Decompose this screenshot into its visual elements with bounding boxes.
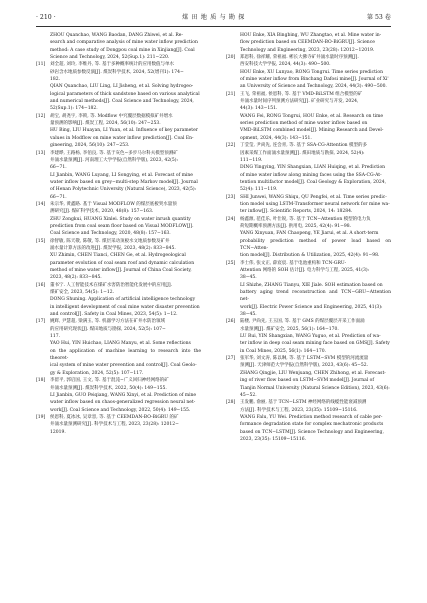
reference-translation	[36, 172, 201, 201]
reference-text: YANG Xinyuan, FAN Chaopeng, YE Jiarui, et al. A short-term probability prediction method of power load based on TCN−Atten- tion model[J]. Distribution & Utilization, 2025, 42(4): 91−98.	[240, 231, 391, 259]
reference-text: DONG Shuning. Application of artificial intelligence technology in intelligent development of coal mine water disaster prevention and control[J]. Safety in Coal Mines, 2023, 54(5): 1−12.	[50, 297, 200, 318]
reference-text: 张军华, 刘文涛, 陈以琳, 等. 基于 LSTM−SVM 模型的河流流量 预测[J]. 天津师范大学学报(自然科学版), 2023, 43(6): 45−52.	[240, 356, 369, 369]
reference-number: [22]	[226, 143, 236, 149]
reference-translation	[36, 392, 201, 414]
header-rule	[36, 26, 391, 27]
volume-label: 第 53 卷	[366, 14, 391, 21]
reference-text: 丁莹莹, 尹尚先, 连会青, 等. 基于 SSA-CG-Attention 模型的多 因素采煤工作面涌水量预测[J]. 煤田地质与勘探, 2024, 52(4): 111−119.	[240, 143, 368, 163]
reference-translation	[226, 370, 391, 399]
reference-translation	[226, 282, 391, 319]
reference-text: 刘全超, 刘玲, 李维丹, 等. 基于多种概率统计的应用数值与单水 砂岩含水地质参数反演[J]. 煤炭科学技术, 2024, 52(增刊1): 174− 182.	[50, 62, 184, 83]
reference-text: SHI Junwei, WANG Shiqu, QU Pengfei, et al. Time series predic- tion model using LSTM-Transformer neural network for mine wa- ter inflow[J]. Scientific Reports, 2024, 14: 18284.	[240, 194, 390, 215]
reference-number: [19]	[36, 414, 46, 420]
reference-translation	[36, 83, 201, 112]
reference-entry	[226, 54, 391, 69]
reference-translation	[36, 127, 201, 149]
reference-translation	[226, 230, 391, 259]
page-number: · 210 ·	[36, 14, 56, 21]
reference-entry	[226, 91, 391, 113]
reference-text: 姚辉, 尹慧超, 梁满玉, 等. 机器学习方法在矿井水防治领域 的应用研究现状[J]. 煤田地质与勘探, 2024, 52(5): 107− 117.	[50, 319, 166, 340]
reference-translation	[36, 340, 201, 377]
reference-number: [11]	[36, 62, 46, 68]
reference-number: [16]	[36, 282, 46, 288]
reference-text: 郑恩科, 徐祥耀, 荣祖福. 彬长大佛寺矿井涌水量时序预测[J]. 西安科技大学学报, 2024, 44(3): 490−500.	[240, 55, 359, 68]
reference-entry	[226, 216, 391, 231]
reference-text: ZHOU Quanchao, WANG Baodan, DANG Zhiwei, et al. Re- search and comparative analysis of mine water inflow prediction method: A case study of Dongpou coal mine in Xinjiang[J]. Coal Science and Technology, 2024, 52(Sup.1): 211−220.	[50, 33, 198, 61]
reference-number: [24]	[226, 216, 236, 222]
reference-number: [28]	[226, 400, 236, 406]
reference-text: 侯恩科, 夏冰冰, 吴章容, 等. 基于 CEEMDAN-BO-BiGRU 的矿 井涌水量预测研究[J]. 科学技术与工程, 2023, 23(28): 12012− 12019.	[50, 414, 179, 435]
reference-entry	[36, 282, 201, 297]
right-reference-column	[226, 32, 391, 443]
reference-number: [15]	[36, 238, 46, 244]
reference-entry	[226, 142, 391, 164]
reference-text: ZHU Zongkui, HUANG Xinlei. Study on water inrush quantity prediction from coal seam floor based on Visual MODFLOW[J]. Coal Science and Technology, 2020, 48(8): 157−163.	[50, 216, 194, 237]
reference-entry	[36, 318, 201, 340]
reference-number: [12]	[36, 113, 46, 119]
reference-number: [23]	[226, 194, 236, 200]
reference-text: XU Zhimin, CHEN Tianci, CHEN Ge, et al. Hydrogeological parameter evolution of coal seam roof and dynamic calculation method of mine water inflow[J]. Journal of China Coal Society, 2023, 48(2): 833−845.	[50, 253, 195, 281]
reference-number: [13]	[36, 150, 46, 156]
reference-number: [18]	[36, 378, 46, 384]
reference-entry	[36, 377, 201, 392]
reference-translation	[36, 216, 201, 238]
reference-text: 徐智敏, 陈天敬, 陈敬, 等. 煤层采动顶板水文地质参数及矿井 涌水量计算方法的改进[J]. 煤炭学报, 2023, 48(2): 833−845.	[50, 238, 176, 251]
reference-entry	[36, 61, 201, 83]
reference-text: 李建晔, 王路杨, 李佰良, 等. 基于灰色−多步马尔科夫模型预测矿 井涌水量预测[J]. 河南理工大学学报(自然科学版), 2023, 42(5): 66−71.	[50, 150, 178, 171]
reference-text: HOU Enke, XIA Bingbing, WU Zhangtao, et al. Mine water in- flow prediction based on CEEMDAN-BO-BiGRU[J]. Science Technology and Engineering, 2023, 23(28): 12012−12019.	[240, 33, 382, 53]
reference-text: ZHANG Qingjie, LIU Wenjuang, CHEN Zhihong, et al. Forecast- ing of river flow based on LSTM−SVM model[J]. Journal of Tianjin Normal University (Natural Science Edition), 2023, 43(6): 45−52.	[240, 370, 390, 398]
reference-number: [25]	[226, 260, 236, 266]
reference-entry	[226, 355, 391, 370]
reference-number: [17]	[36, 319, 46, 325]
reference-text: 董书宁. 人工智能技术在煤矿水害防治智能化发展中的应用[J]. 煤矿安全, 2023, 54(5): 1−12.	[50, 282, 173, 296]
reference-text: 王发鹏, 俞丽, 基于 TCN−LSTM 神经网络的线缆性能衰减预测 方法[J]. 科学技术与工程, 2023, 23(35): 15109−15116.	[240, 400, 367, 413]
reference-text: YAO Hui, YIN Huichao, LIANG Manyu, et al. Some reflections on the application of machine learning to research into the theoret- ical system of mine water prevention and control[J]. Coal Geolo- gy & Exploration, 2024, 52(5): 107−117.	[50, 341, 201, 376]
reference-translation	[226, 32, 391, 54]
reference-number: [27]	[226, 356, 236, 362]
reference-translation	[226, 414, 391, 443]
reference-number: [21]	[226, 91, 236, 97]
reference-entry	[36, 150, 201, 172]
reference-entry	[226, 194, 391, 216]
reference-translation	[226, 333, 391, 355]
reference-translation	[226, 113, 391, 142]
reference-text: 李留平, 郭启国, 王文, 等. 基于混沌−广义回归神经网络的矿 井涌水量预测[J]. 煤炭科学技术, 2022, 50(4): 149−155.	[50, 378, 169, 391]
reference-text: WANG Fei, RONG Tongrui, HOU Enke, et al. Research on time series prediction method of mine water inflow based on VMD-BiLSTM combined model[J]. Mining Research and Devel- opment, 2024, 44(3): 143−151.	[240, 113, 384, 141]
reference-text: DING Yingying, YIN Shangxian, LIAN Huiqing, et al. Prediction of mine water inflow along mining faces using the SSA-CG-At- tention multifactor model[J]. Coal Geology & Exploration, 2024, 52(4): 111−119.	[240, 165, 387, 193]
journal-title: 煤 田 地 质 与 勘 探	[182, 14, 245, 21]
reference-text: WANG Falu, YU Wei. Prediction method research of cable per- formance degradation state for complex mechatronic products based on TCN−LSTM[J]. Science Technology and Engineering, 2023, 23(35): 15109−15116.	[240, 414, 384, 442]
reference-text: LI Shizhe, ZHANG Tianyu, XIE Jiale. SOH estimation based on battery aging trend reconstruction and TCN−GRU−Attention net- work[J]. Electric Power Science and Engineering, 2025, 41(3): 38−45.	[240, 282, 391, 318]
left-reference-column	[36, 32, 201, 436]
reference-text: LI Jianbin, GUO Peiqiang, WANG Xinyi, et al. Prediction of mine water inflow based on chaos-generalized regression neural net- work[J]. Coal Science and Technology, 2022, 50(4): 149−155.	[50, 392, 197, 413]
reference-text: HU Bing, LIU Huayan, LI Yuan, et al. Influence of key parameter values in Modflow on mine water inflow prediction[J]. Coal En- gineering, 2024, 56(10): 247−253.	[50, 128, 198, 149]
reference-text: 王飞, 荣祖福, 侯恩科, 等. 基于 VMD-BiLSTM 组合模型的矿 井涌水量时间序列预测方法研究[J]. 矿业研究与开发, 2024, 44(3): 143−151.	[240, 91, 363, 112]
reference-text: 杨鑫源, 范佳乐, 叶仕锐, 等. 基于 TCN−Attention 模型的电力负 荷短期概率预测方法[J]. 供用电, 2025, 42(4): 91−98.	[240, 216, 371, 229]
reference-translation	[226, 164, 391, 193]
reference-translation	[36, 252, 201, 281]
reference-text: HOU Enke, XU Lunyao, RONG Tongrui. Time series prediction of mine water inflow from Binchang Dafosi mine[J]. Journal of Xi' an University of Science and Technology, 2024, 44(3): 490−500.	[240, 69, 389, 90]
reference-text: 朱宗华, 黄鑫路. 基于 Visual MODFLOW 的煤层底板突水量预 测研究[J]. 煤矿科学技术, 2020, 48(8): 157−163.	[50, 201, 177, 215]
reference-translation	[226, 69, 391, 91]
reference-entry	[36, 201, 201, 216]
reference-text: LI Jianbin, WANG Luyang, LI Songying, et al. Forecast of mine water inflow based on grey−multi-step Markov model[J]. Journal of Henan Polytechnic University (Natural Science), 2023, 42(5): 66−71.	[50, 172, 198, 200]
reference-number: [26]	[226, 319, 236, 325]
reference-text: 陆楼, 尹尚先, 王玉国, 等. 基于 GMS 的煤层覆层开采工作面涌 水量预测[J]. 煤矿安全, 2025, 56(1): 164−170.	[240, 319, 365, 332]
reference-entry	[226, 399, 391, 414]
reference-entry	[36, 414, 201, 436]
reference-number: [20]	[226, 55, 236, 61]
reference-entry	[226, 318, 391, 333]
reference-number: [14]	[36, 201, 46, 207]
reference-entry	[36, 238, 201, 253]
reference-translation	[36, 32, 201, 61]
reference-text: QIAN Quanchao, LIU Ling, LI Jisheng, et al. Solving hydrogeo- logical parameters of thick sandstone based on various analytical and numerical methods[J]. Coal Science and Technology, 2024, 52(Sup.1): 174−182.	[50, 84, 200, 112]
reference-text: 胡宝, 胡尧宇, 李锁, 等. Modflow 中究覆层数据模拟矿井增水 量预测的影响[J]. 煤炭工程, 2024, 56(10): 247−253.	[50, 113, 173, 127]
reference-translation	[36, 296, 201, 318]
reference-entry	[226, 260, 391, 282]
reference-text: 李士伟, 张文正, 薛宸宸. 基于电池重构和 TCN-GRU- Attention 网络的 SOH 估计[J]. 电力科学与工程, 2025, 41(3): 38−45.	[240, 260, 370, 281]
reference-entry	[36, 113, 201, 128]
page-header	[36, 12, 391, 24]
reference-text: LU Rui, YIN Shangxian, WANG Yuguo, et al. Prediction of wa- ter inflow in deep coal seam mining face based on GMS[J]. Safety in Coal Mines, 2025, 56(1): 164−170.	[240, 334, 390, 354]
